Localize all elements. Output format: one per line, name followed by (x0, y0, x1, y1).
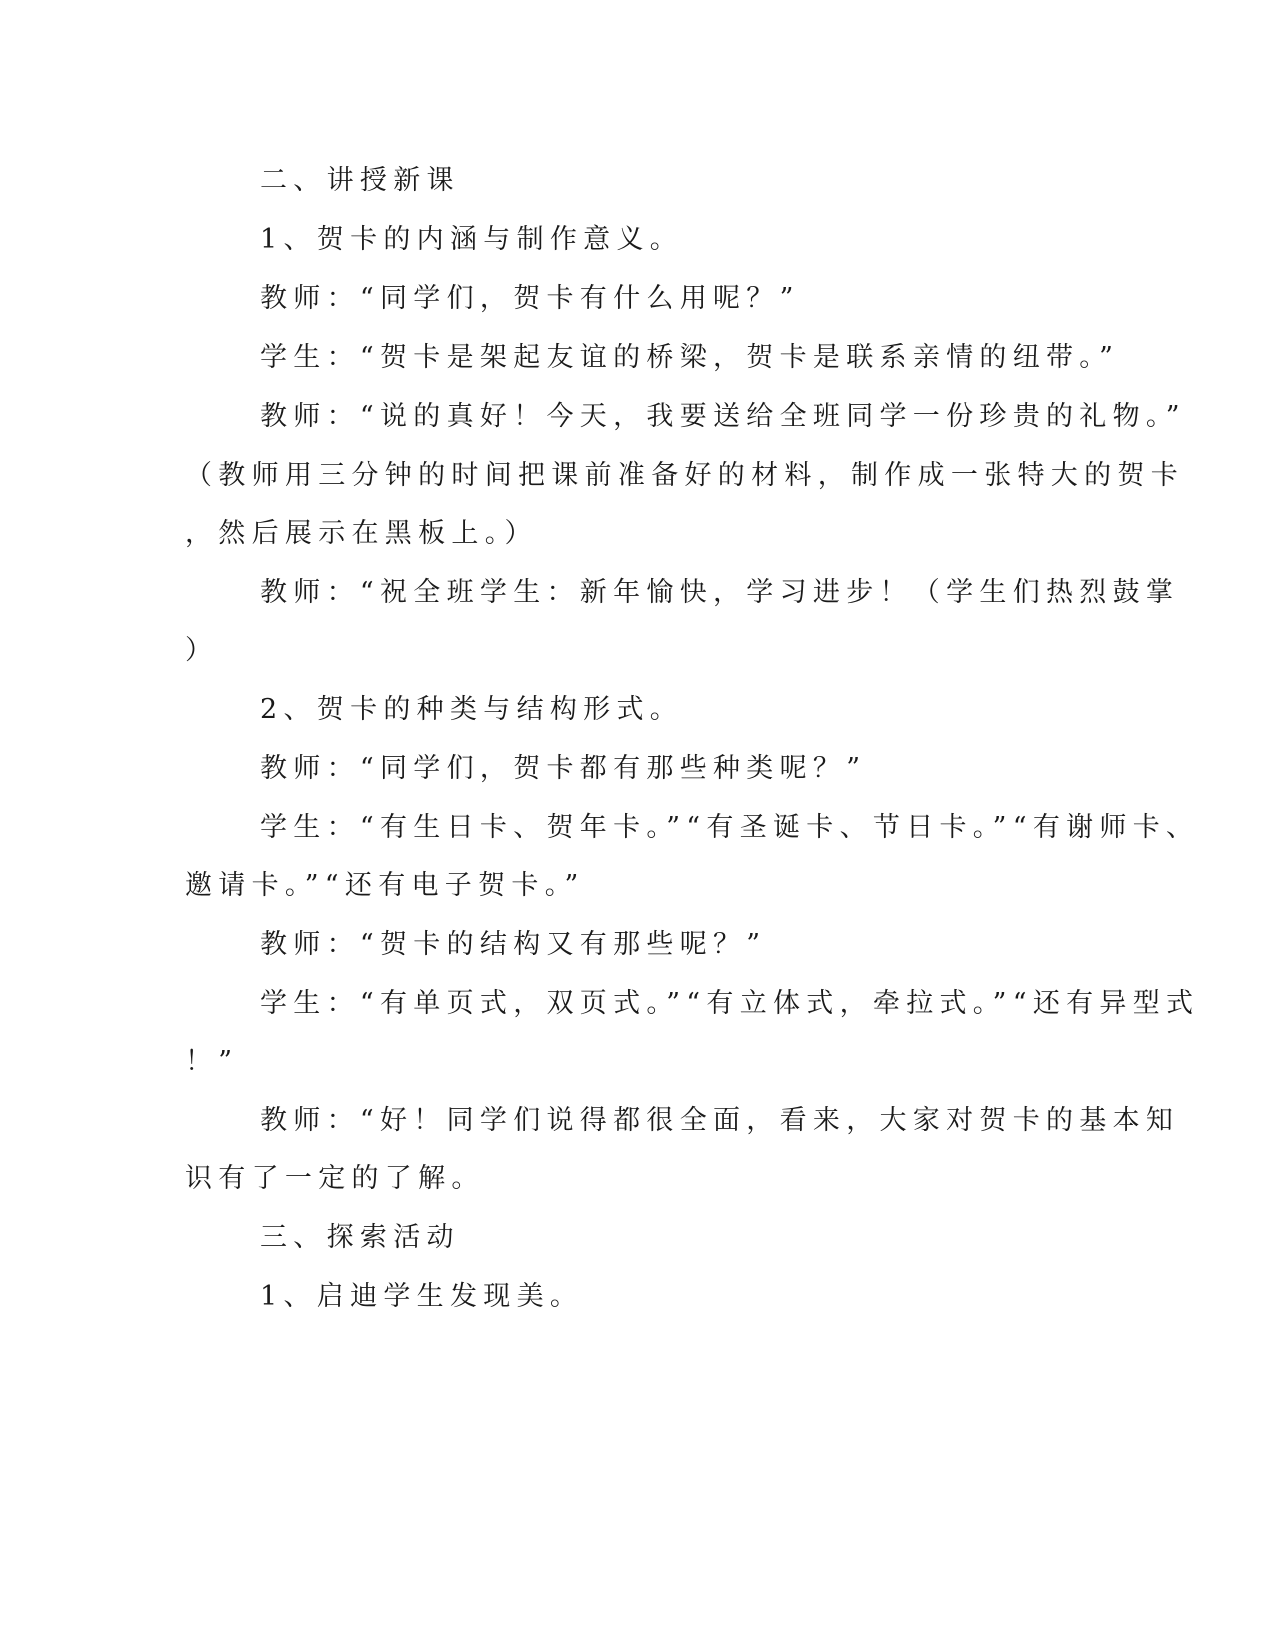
teacher-line: 教师：“贺卡的结构又有那些呢？” (260, 929, 767, 960)
student-line-continuation: ！” (185, 1046, 239, 1077)
subheading-card-types: 2、贺卡的种类与结构形式。 (260, 694, 684, 725)
section-heading-explore-activity: 三、探索活动 (260, 1222, 460, 1253)
student-line: 学生：“有单页式，双页式。”“有立体式，牵拉式。”“还有异型式 (260, 988, 1200, 1019)
stage-direction-continuation: ，然后展示在黑板上。） (185, 518, 538, 549)
teacher-line-continuation: ） (185, 635, 219, 666)
teacher-line: 教师：“同学们，贺卡有什么用呢？” (260, 283, 800, 314)
subheading-card-meaning: 1、贺卡的内涵与制作意义。 (260, 224, 684, 255)
teacher-line: 教师：“同学们，贺卡都有那些种类呢？” (260, 753, 867, 784)
teacher-line: 教师：“祝全班学生：新年愉快，学习进步！（学生们热烈鼓掌 (260, 577, 1180, 608)
teacher-line: 教师：“说的真好！今天，我要送给全班同学一份珍贵的礼物。” (260, 401, 1186, 432)
stage-direction-line: （教师用三分钟的时间把课前准备好的材料，制作成一张特大的贺卡 (185, 460, 1184, 491)
section-heading-teach-new-lesson: 二、讲授新课 (260, 165, 460, 196)
teacher-line-continuation: 识有了一定的了解。 (185, 1163, 485, 1194)
student-line: 学生：“有生日卡、贺年卡。”“有圣诞卡、节日卡。”“有谢师卡、 (260, 812, 1200, 843)
teacher-line: 教师：“好！同学们说得都很全面，看来，大家对贺卡的基本知 (260, 1105, 1180, 1136)
subheading-discover-beauty: 1、启迪学生发现美。 (260, 1281, 584, 1312)
student-line-continuation: 邀请卡。”“还有电子贺卡。” (185, 870, 585, 901)
student-line: 学生：“贺卡是架起友谊的桥梁，贺卡是联系亲情的纽带。” (260, 342, 1120, 373)
